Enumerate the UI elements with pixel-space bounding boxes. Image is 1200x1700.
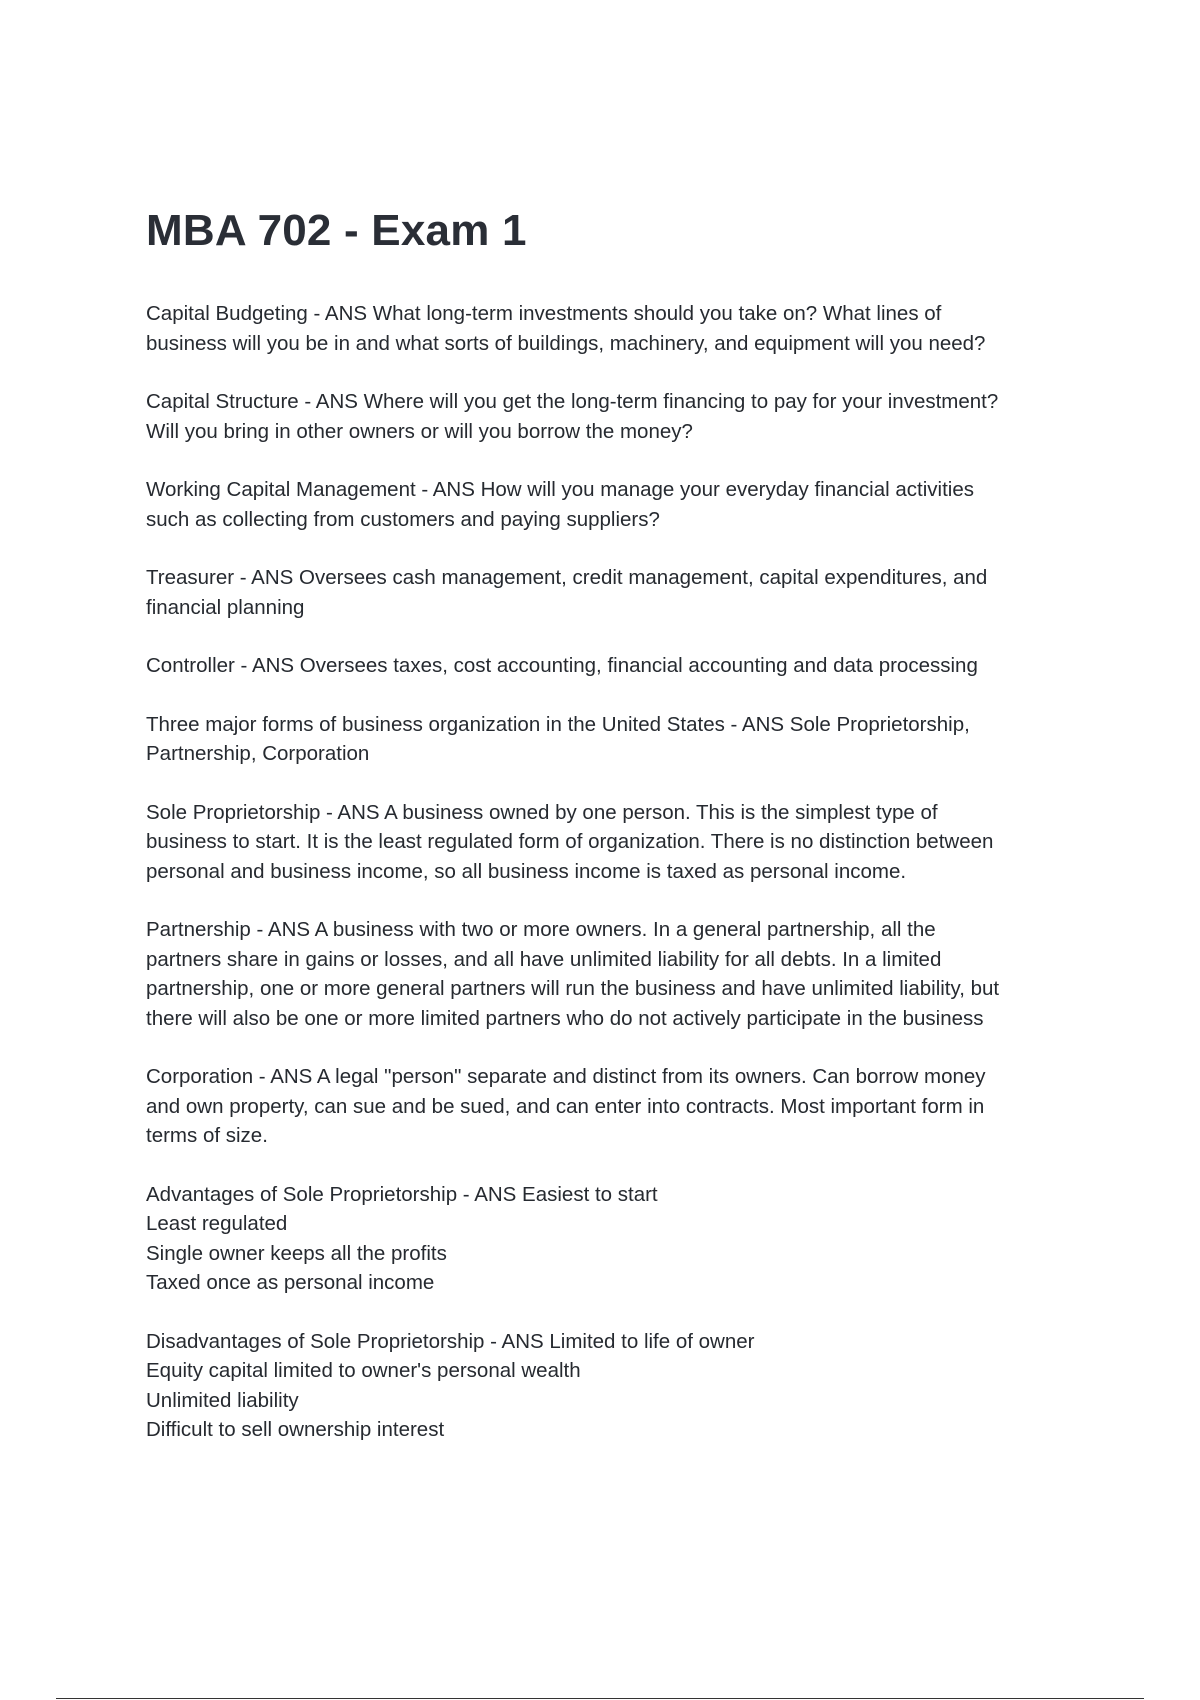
entry-controller (146, 651, 1086, 681)
entry-corporation (146, 1062, 1086, 1151)
entry-line: personal and business income, so all business income is taxed as personal income. (146, 859, 907, 883)
entry-business-organization-forms (146, 710, 1086, 769)
entry-line: Disadvantages of Sole Proprietorship - ANS Limited to life of owner (146, 1329, 755, 1353)
entry-capital-budgeting (146, 299, 1086, 358)
entry-line: partnership, one or more general partners will run the business and have unlimited liability, but (146, 977, 1000, 1000)
entry-line: Least regulated (146, 1212, 288, 1235)
entry-line: business to start. It is the least regulated form of organization. There is no distinction between (146, 830, 994, 853)
entry-line: Single owner keeps all the profits (146, 1241, 447, 1265)
entry-sole-proprietorship (146, 798, 1086, 887)
entry-line: Will you bring in other owners or will you borrow the money? (146, 419, 693, 443)
entry-line: and own property, can sue and be sued, and can enter into contracts. Most important form in (146, 1094, 985, 1118)
entry-line: Taxed once as personal income (146, 1271, 435, 1294)
entry-line: Corporation - ANS A legal "person" separate and distinct from its owners. Can borrow money (146, 1065, 986, 1088)
entry-line: partners share in gains or losses, and all have unlimited liability for all debts. In a limited (146, 947, 942, 971)
entry-line: financial planning (146, 595, 305, 619)
entry-line: business will you be in and what sorts of buildings, machinery, and equipment will you need? (146, 331, 986, 355)
entry-working-capital-management (146, 475, 1086, 534)
entry-disadvantages-sole-proprietorship (146, 1327, 1086, 1445)
entry-line: Unlimited liability (146, 1388, 299, 1412)
entry-line: Equity capital limited to owner's personal wealth (146, 1359, 581, 1382)
entry-line: Working Capital Management - ANS How will you manage your everyday financial activities (146, 478, 974, 501)
footer-divider (56, 1698, 1144, 1699)
entry-line: such as collecting from customers and paying suppliers? (146, 507, 660, 531)
entry-line: Partnership - ANS A business with two or more owners. In a general partnership, all the (146, 918, 936, 941)
entry-line: Difficult to sell ownership interest (146, 1418, 445, 1441)
entry-capital-structure (146, 387, 1086, 446)
entry-line: Treasurer - ANS Oversees cash management, credit management, capital expenditures, and (146, 566, 988, 589)
entry-line: terms of size. (146, 1124, 268, 1147)
entry-advantages-sole-proprietorship (146, 1180, 1086, 1298)
entry-line: Capital Budgeting - ANS What long-term investments should you take on? What lines of (146, 302, 942, 325)
document-title: MBA 702 - Exam 1 (146, 206, 527, 255)
entry-list (146, 299, 1086, 1474)
entry-line: Capital Structure - ANS Where will you get the long-term financing to pay for your investment? (146, 390, 999, 413)
entry-treasurer (146, 563, 1086, 622)
entry-line: Controller - ANS Oversees taxes, cost accounting, financial accounting and data processing (146, 654, 978, 677)
entry-line: Sole Proprietorship - ANS A business owned by one person. This is the simplest type of (146, 800, 938, 824)
entry-partnership (146, 915, 1086, 1033)
entry-line: there will also be one or more limited partners who do not actively participate in the business (146, 1006, 984, 1030)
entry-line: Three major forms of business organization in the United States - ANS Sole Proprietorship, (146, 712, 970, 736)
entry-line: Advantages of Sole Proprietorship - ANS Easiest to start (146, 1182, 658, 1206)
entry-line: Partnership, Corporation (146, 742, 370, 765)
